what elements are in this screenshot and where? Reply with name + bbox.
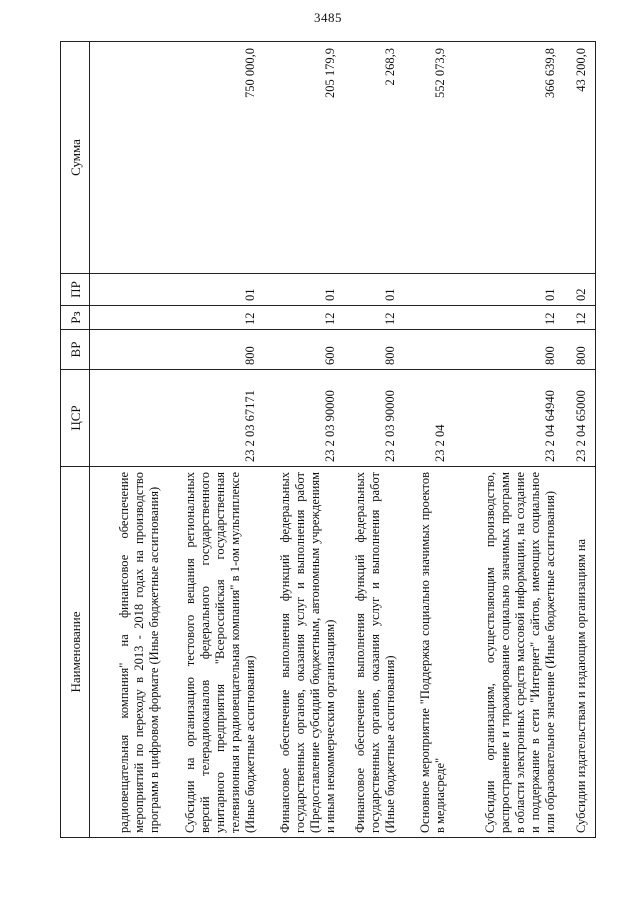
row-name: Финансовое обеспечение выполнения функций федеральных государственных органов, оказания услуг и выполнения работ (Иные бюджетные ассигнования): [344, 467, 404, 838]
row-name: Субсидии на организацию тестового вещания региональных версий телерадиоканалов федерального государственного унитарного предприятия "Всероссийская государственная телевизионная и радиовещательная компания" в 1-ом мультиплексе (Иные бюджетные ассигнования): [168, 467, 264, 838]
row-csr: 23 2 04 65000: [564, 370, 596, 467]
row-vr: [404, 330, 454, 370]
row-pr: 02: [564, 274, 596, 306]
row-vr: 800: [454, 330, 564, 370]
table-row: [344, 42, 404, 838]
row-sum: 750 000,0: [168, 42, 264, 274]
row-name: Финансовое обеспечение выполнения функций федеральных государственных органов, оказания услуг и выполнения работ (Предоставление субсидий бюджетным, автономным учреждениям и иным некоммерческим организациям): [264, 467, 344, 838]
row-vr: 600: [264, 330, 344, 370]
header-name: Наименование: [61, 467, 90, 838]
budget-table: [60, 41, 596, 838]
table-row: [454, 42, 564, 838]
row-pr: 01: [344, 274, 404, 306]
budget-table-rotated: [60, 42, 610, 838]
table-row: [564, 42, 596, 838]
row-rz: [90, 306, 168, 330]
row-sum: 205 179,9: [264, 42, 344, 274]
row-csr: [90, 370, 168, 467]
page-number: 3485: [314, 10, 342, 25]
row-vr: 800: [168, 330, 264, 370]
row-pr: 01: [454, 274, 564, 306]
row-sum: 366 639,8: [454, 42, 564, 274]
row-pr: 01: [168, 274, 264, 306]
row-rz: 12: [454, 306, 564, 330]
row-sum: 43 200,0: [564, 42, 596, 274]
row-name: Субсидии организациям, осуществляющим производство, распространение и тиражирование социально значимых программ в области электронных средств массовой информации, на создание и поддержание в сети "Интернет" сайтов, имеющих социальное или образовательное значение (Иные бюджетные ассигнования): [454, 467, 564, 838]
row-csr: 23 2 04 64940: [454, 370, 564, 467]
header-pr: ПР: [61, 274, 90, 306]
table-row: [168, 42, 264, 838]
header-sum: Сумма: [61, 42, 90, 274]
row-sum: [90, 42, 168, 274]
table-row: [90, 42, 168, 838]
row-rz: 12: [564, 306, 596, 330]
row-pr: [90, 274, 168, 306]
row-vr: [90, 330, 168, 370]
header-vr: ВР: [61, 330, 90, 370]
row-name: Субсидии издательствам и издающим организациям на: [564, 467, 596, 838]
header-rz: Рз: [61, 306, 90, 330]
row-rz: [404, 306, 454, 330]
row-vr: 800: [344, 330, 404, 370]
row-csr: 23 2 04: [404, 370, 454, 467]
row-csr: 23 2 03 90000: [264, 370, 344, 467]
row-pr: 01: [264, 274, 344, 306]
row-name: радиовещательная компания" на финансовое обеспечение мероприятий по переходу в 2013 - 2018 годах на производство программ в цифровом формате (Иные бюджетные ассигнования): [90, 467, 168, 838]
row-rz: 12: [264, 306, 344, 330]
table-row: [404, 42, 454, 838]
row-sum: 2 268,3: [344, 42, 404, 274]
row-rz: 12: [344, 306, 404, 330]
row-csr: 23 2 03 67171: [168, 370, 264, 467]
header-csr: ЦСР: [61, 370, 90, 467]
row-vr: 800: [564, 330, 596, 370]
row-csr: 23 2 03 90000: [344, 370, 404, 467]
row-sum: 552 073,9: [404, 42, 454, 274]
row-rz: 12: [168, 306, 264, 330]
table-header-row: [61, 42, 90, 838]
row-pr: [404, 274, 454, 306]
row-name: Основное мероприятие "Поддержка социально значимых проектов в медиасреде": [404, 467, 454, 838]
table-row: [264, 42, 344, 838]
